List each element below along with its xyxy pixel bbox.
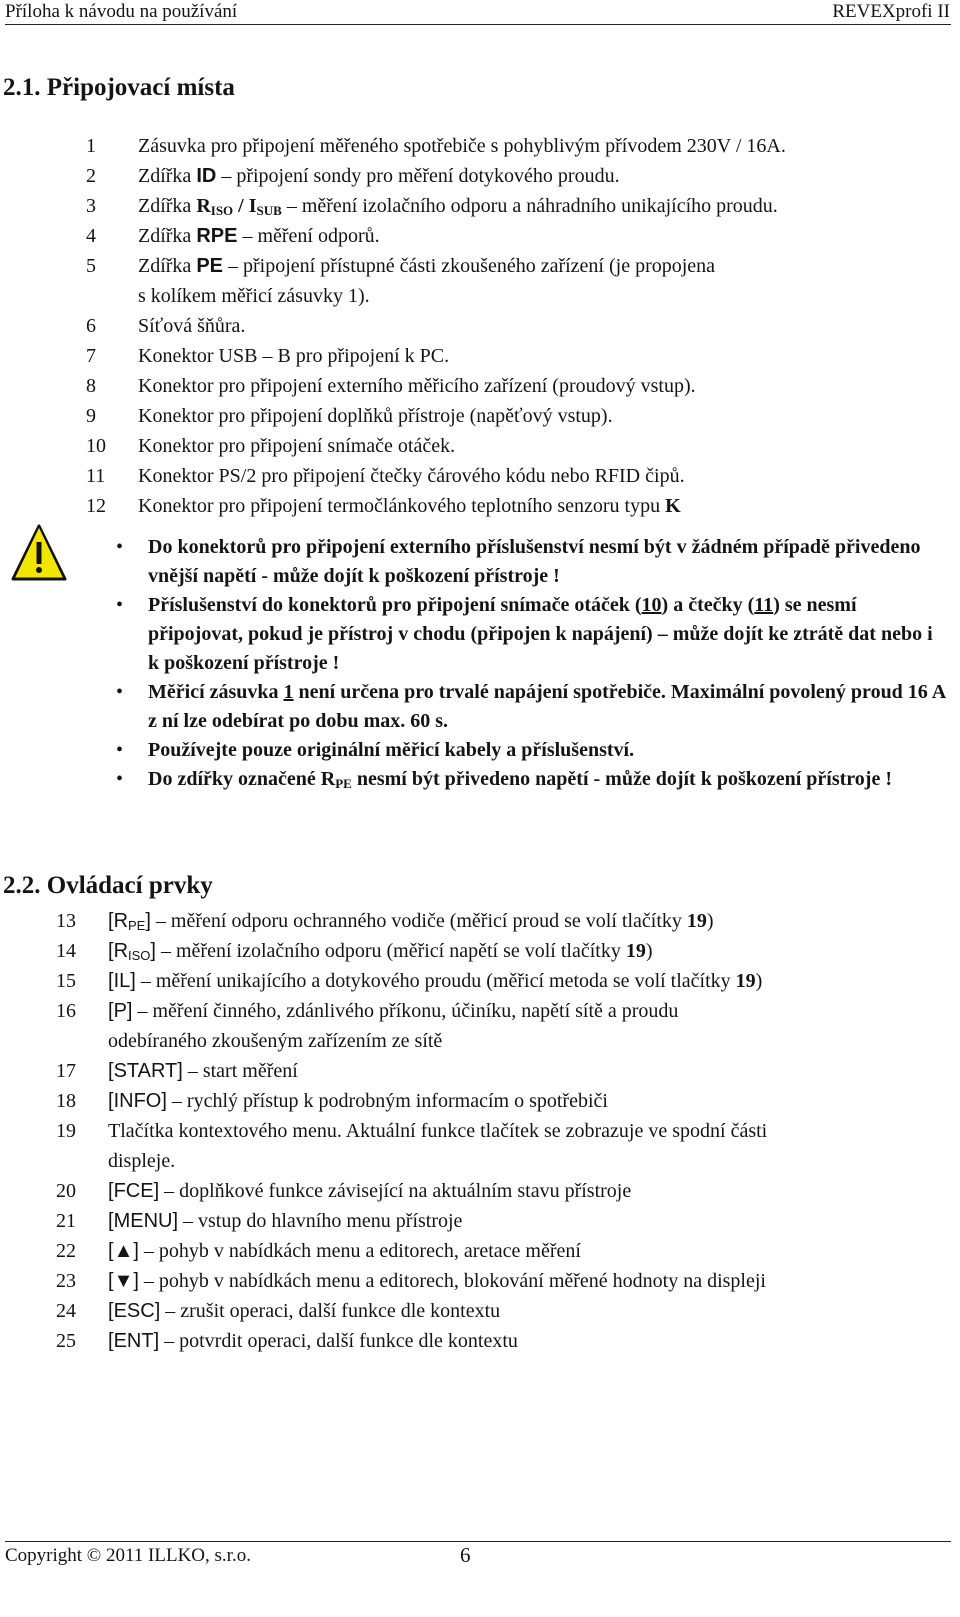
list-item <box>56 1236 946 1266</box>
item-number: 15 <box>56 970 76 992</box>
item-text: Zásuvka pro připojení měřeného spotřebiče s pohyblivým přívodem 230V / 16A. <box>138 135 786 157</box>
prefix-zdirka: Zdířka <box>138 225 197 247</box>
bullet-icon: • <box>116 594 124 616</box>
list-item <box>86 191 946 221</box>
header-divider <box>5 24 951 25</box>
item-number: 10 <box>86 435 106 457</box>
item-text: Konektor USB – B pro připojení k PC. <box>138 345 450 367</box>
item-text: [START] – start měření <box>108 1060 298 1082</box>
item-number: 9 <box>86 405 96 427</box>
item-text: Konektor pro připojení snímače otáček. <box>138 435 456 457</box>
ref-number: 19 <box>625 940 646 962</box>
key-label: [▼] <box>108 1270 139 1292</box>
item-number: 17 <box>56 1060 76 1082</box>
item-number: 12 <box>86 495 106 517</box>
item-text: Tlačítka kontextového menu. Aktuální funkce tlačítek se zobrazuje ve spodní části displeje. <box>108 1120 768 1172</box>
list-item <box>86 491 946 521</box>
list-item <box>56 906 946 936</box>
key-label: [START] <box>108 1060 183 1082</box>
list-item <box>86 131 946 161</box>
item-description: – měření odporů. <box>237 225 380 247</box>
item-number: 23 <box>56 1270 76 1292</box>
prefix-zdirka: Zdířka <box>138 165 197 187</box>
warning-text: Do zdířky označené $R_{PE}$ nesmí být přivedeno napětí - může dojít k poškození přístroje ! <box>148 768 893 791</box>
item-text <box>138 161 946 191</box>
page-header <box>0 0 960 26</box>
controls-list <box>56 906 946 1356</box>
socket-label: PE <box>196 255 223 277</box>
header-product-name: REVEXprofi II <box>832 1 950 22</box>
item-number: 4 <box>86 225 96 247</box>
item-text: Konektor pro připojení doplňků přístroje (napěťový vstup). <box>138 405 613 427</box>
warning-text: Příslušenství do konektorů pro připojení snímače otáček (10) a čtečky (11) se nesmí připojovat, pokud je přístroj v chodu (připojen k napájení) – může dojít ke ztrátě dat nebo i k poškození přístroje ! <box>148 594 933 674</box>
item-description: – připojení sondy pro měření dotykového proudu. <box>216 165 620 187</box>
item-text: Konektor pro připojení externího měřicího zařízení (proudový vstup). <box>138 375 696 397</box>
item-text: Konektor pro připojení termočlánkového teplotního senzoru typu K <box>138 495 681 517</box>
item-text <box>138 221 946 251</box>
item-number: 21 <box>56 1210 76 1232</box>
item-number: 11 <box>86 465 106 487</box>
warning-item <box>108 678 948 736</box>
list-item <box>56 1206 946 1236</box>
key-label: [FCE] <box>108 1180 160 1202</box>
key-label: $[R_{PE}]$ <box>108 910 151 933</box>
list-item <box>56 1086 946 1116</box>
item-text: [▼] – pohyb v nabídkách menu a editorech, blokování měřené hodnoty na displeji <box>108 1270 766 1292</box>
ref-number: 19 <box>686 910 707 932</box>
key-label: [INFO] <box>108 1090 167 1112</box>
page-number: 6 <box>460 1543 471 1567</box>
item-text: Síťová šňůra. <box>138 315 246 337</box>
item-number: 16 <box>56 1000 76 1022</box>
warning-text: Používejte pouze originální měřicí kabely a příslušenství. <box>148 739 635 761</box>
key-label: [P] <box>108 1000 133 1022</box>
item-number: 24 <box>56 1300 76 1322</box>
warning-triangle-icon <box>10 523 68 583</box>
item-number: 19 <box>56 1120 76 1142</box>
list-item <box>56 1116 946 1176</box>
bullet-icon: • <box>116 739 124 761</box>
item-number: 1 <box>86 135 96 157</box>
item-text: [P] – měření činného, zdánlivého příkonu, účiníku, napětí sítě a proudu odebíraného zkoušeným zařízením ze sítě <box>108 1000 679 1052</box>
key-label: [ESC] <box>108 1300 161 1322</box>
key-label: [ENT] <box>108 1330 160 1352</box>
list-item <box>56 1056 946 1086</box>
list-item <box>86 371 946 401</box>
up-arrow-icon: ▲ <box>113 1240 134 1262</box>
socket-label: $R_{ISO} / I_{SUB}$ <box>196 195 282 218</box>
item-number: 14 <box>56 940 76 962</box>
item-text: [MENU] – vstup do hlavního menu přístroje <box>108 1210 463 1232</box>
warning-item <box>108 765 948 794</box>
item-text: [ESC] – zrušit operaci, další funkce dle kontextu <box>108 1300 501 1322</box>
key-label: [IL] <box>108 970 136 992</box>
item-text <box>138 251 946 311</box>
item-description: – připojení přístupné části zkoušeného zařízení (je propojena <box>223 255 716 277</box>
item-number: 5 <box>86 255 96 277</box>
item-text: $[R_{ISO}]$ – měření izolačního odporu (měřicí napětí se volí tlačítky 19) <box>108 940 653 963</box>
item-text: [FCE] – doplňkové funkce závisející na aktuálním stavu přístroje <box>108 1180 632 1202</box>
warning-text: Do konektorů pro připojení externího příslušenství nesmí být v žádném případě přivedeno vnější napětí - může dojít k poškození přístroje ! <box>148 536 921 587</box>
list-item <box>86 461 946 491</box>
ref-number: 1 <box>283 681 294 703</box>
list-item <box>86 341 946 371</box>
bullet-icon: • <box>116 536 124 558</box>
list-item <box>86 401 946 431</box>
item-number: 18 <box>56 1090 76 1112</box>
warning-item <box>108 591 948 678</box>
item-number: 25 <box>56 1330 76 1352</box>
key-label: [MENU] <box>108 1210 179 1232</box>
prefix-zdirka: Zdířka <box>138 195 197 217</box>
item-number: 20 <box>56 1180 76 1202</box>
list-item <box>56 1326 946 1356</box>
key-label: [▲] <box>108 1240 139 1262</box>
connection-points-list <box>86 131 946 521</box>
list-item <box>86 221 946 251</box>
list-item <box>56 996 946 1056</box>
socket-label: RPE <box>196 225 238 247</box>
item-text: [INFO] – rychlý přístup k podrobným informacím o spotřebiči <box>108 1090 608 1112</box>
prefix-zdirka: Zdířka <box>138 255 197 277</box>
warnings-list <box>108 533 948 794</box>
warning-text: Měřicí zásuvka 1 není určena pro trvalé napájení spotřebiče. Maximální povolený proud 16 A z ní lze odebírat po dobu max. 60 s. <box>148 681 946 732</box>
item-number: 22 <box>56 1240 76 1262</box>
item-text: Konektor PS/2 pro připojení čtečky čárového kódu nebo RFID čipů. <box>138 465 685 487</box>
list-item <box>86 251 946 311</box>
bullet-icon: • <box>116 768 124 790</box>
item-number: 2 <box>86 165 96 187</box>
warning-item <box>108 736 948 765</box>
list-item <box>56 1296 946 1326</box>
ref-number: 19 <box>735 970 756 992</box>
ref-number: 11 <box>754 594 774 616</box>
item-text: [ENT] – potvrdit operaci, další funkce dle kontextu <box>108 1330 518 1352</box>
warning-item <box>108 533 948 591</box>
list-item <box>86 161 946 191</box>
item-number: 8 <box>86 375 96 397</box>
section-title-connection-points: 2.1. Připojovací místa <box>3 74 235 101</box>
item-description: – měření izolačního odporu a náhradního unikajícího proudu. <box>281 195 778 217</box>
socket-label: ID <box>196 165 217 187</box>
footer-copyright: Copyright © 2011 ILLKO, s.r.o. <box>5 1545 251 1566</box>
item-number: 13 <box>56 910 76 932</box>
item-text: [IL] – měření unikajícího a dotykového proudu (měřicí metoda se volí tlačítky 19) <box>108 970 763 992</box>
footer-divider <box>5 1541 951 1542</box>
item-text: $[R_{PE}]$ – měření odporu ochranného vodiče (měřicí proud se volí tlačítky 19) <box>108 910 714 933</box>
thermocouple-type: K <box>665 495 681 517</box>
item-description-line2: s kolíkem měřicí zásuvky 1). <box>138 285 370 307</box>
item-number: 3 <box>86 195 96 217</box>
list-item <box>56 1176 946 1206</box>
list-item <box>56 936 946 966</box>
section-title-controls: 2.2. Ovládací prvky <box>3 872 213 899</box>
list-item <box>56 966 946 996</box>
item-number: 6 <box>86 315 96 337</box>
list-item <box>56 1266 946 1296</box>
item-number: 7 <box>86 345 96 367</box>
ref-number: 10 <box>641 594 662 616</box>
item-text <box>138 191 946 221</box>
item-text: [▲] – pohyb v nabídkách menu a editorech, aretace měření <box>108 1240 581 1262</box>
list-item <box>86 311 946 341</box>
list-item <box>86 431 946 461</box>
key-label: $[R_{ISO}]$ <box>108 940 156 963</box>
header-doc-title: Příloha k návodu na používání <box>5 1 238 22</box>
down-arrow-icon: ▼ <box>113 1270 134 1292</box>
bullet-icon: • <box>116 681 124 703</box>
